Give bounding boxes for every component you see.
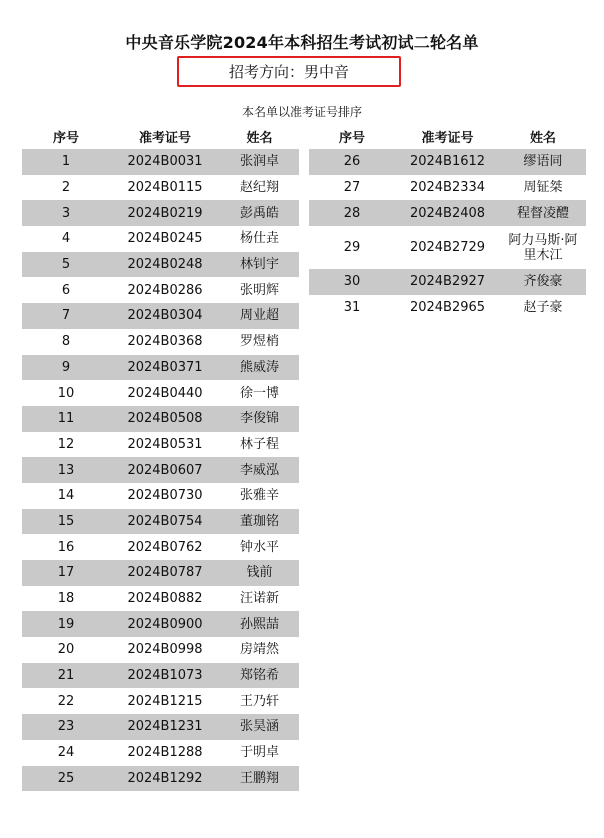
header-name: 姓名 — [500, 125, 586, 149]
row-number: 3 — [22, 200, 110, 226]
row-name: 周钲桀 — [523, 180, 563, 196]
row-exam-id: 2024B1612 — [395, 149, 500, 175]
row-number: 19 — [22, 611, 110, 637]
row-number: 28 — [309, 200, 395, 226]
row-name: 张雅辛 — [239, 488, 279, 504]
row-number: 1 — [22, 149, 110, 175]
table-row — [22, 175, 299, 201]
row-name: 李俊锦 — [220, 406, 299, 432]
table-row — [22, 637, 299, 663]
row-exam-id: 2024B0762 — [127, 539, 203, 555]
row-number: 24 — [57, 745, 75, 761]
row-number: 11 — [22, 406, 110, 432]
row-number: 6 — [61, 282, 71, 298]
row-exam-id: 2024B0245 — [127, 231, 203, 247]
table-body-right — [309, 149, 586, 321]
row-name: 周业超 — [220, 303, 299, 329]
table-row — [22, 457, 299, 483]
table-row — [22, 534, 299, 560]
row-number: 21 — [22, 663, 110, 689]
row-exam-id: 2024B2965 — [409, 300, 486, 316]
direction-label: 招考方向：男中音 — [228, 63, 349, 81]
table-row — [309, 226, 586, 269]
table-row — [22, 483, 299, 509]
row-number: 26 — [309, 149, 395, 175]
row-name: 赵子豪 — [523, 300, 563, 316]
table-row — [22, 226, 299, 252]
table-row — [22, 766, 299, 792]
row-exam-id: 2024B0508 — [110, 406, 220, 432]
row-name: 汪诺新 — [239, 591, 279, 607]
row-name: 林子程 — [239, 436, 279, 452]
table-row — [22, 355, 299, 381]
table-row — [22, 277, 299, 303]
row-number: 16 — [57, 539, 75, 555]
table-row — [22, 509, 299, 535]
row-name: 熊威涛 — [220, 355, 299, 381]
row-number: 12 — [57, 436, 75, 452]
row-name: 董珈铭 — [220, 509, 299, 535]
row-number: 18 — [57, 591, 75, 607]
row-exam-id: 2024B0304 — [110, 303, 220, 329]
row-name: 徐一博 — [239, 385, 279, 401]
row-number: 23 — [22, 714, 110, 740]
row-number: 25 — [22, 766, 110, 792]
row-number: 7 — [22, 303, 110, 329]
table-row — [309, 269, 586, 295]
row-number: 4 — [61, 231, 71, 247]
header-name: 姓名 — [220, 125, 299, 149]
header-exam-id: 准考证号 — [110, 125, 220, 149]
row-exam-id: 2024B0754 — [110, 509, 220, 535]
row-name: 孙熙喆 — [220, 611, 299, 637]
row-exam-id: 2024B0286 — [127, 282, 203, 298]
sort-note: 本名单以准考证号排序 — [241, 105, 362, 119]
row-exam-id: 2024B1292 — [110, 766, 220, 792]
row-exam-id: 2024B2729 — [409, 240, 486, 256]
row-number: 14 — [57, 488, 75, 504]
row-number: 15 — [22, 509, 110, 535]
row-name: 房靖然 — [239, 642, 279, 658]
row-exam-id: 2024B2927 — [395, 269, 500, 295]
row-name: 钟水平 — [239, 539, 279, 555]
row-number: 20 — [57, 642, 75, 658]
row-exam-id: 2024B1231 — [110, 714, 220, 740]
table-row — [22, 252, 299, 278]
row-exam-id: 2024B0531 — [127, 436, 203, 452]
row-exam-id: 2024B0031 — [110, 149, 220, 175]
row-exam-id: 2024B0730 — [127, 488, 203, 504]
row-number: 30 — [309, 269, 395, 295]
table-header-row — [22, 125, 299, 149]
list-table-right — [309, 125, 586, 320]
table-row — [22, 688, 299, 714]
row-exam-id: 2024B0440 — [127, 385, 203, 401]
page-title: 中央音乐学院2024年本科招生考试初试二轮名单 — [125, 33, 479, 52]
table-row — [22, 740, 299, 766]
row-name: 张昊涵 — [220, 714, 299, 740]
row-exam-id: 2024B0607 — [110, 457, 220, 483]
row-exam-id: 2024B0219 — [110, 200, 220, 226]
table-row — [22, 200, 299, 226]
row-name: 李威泓 — [220, 457, 299, 483]
row-exam-id: 2024B2334 — [409, 180, 486, 196]
row-name: 于明卓 — [239, 745, 279, 761]
row-name: 钱前 — [220, 560, 299, 586]
row-name: 郑铭希 — [220, 663, 299, 689]
row-exam-id: 2024B0882 — [127, 591, 203, 607]
header-exam-id: 准考证号 — [395, 125, 500, 149]
row-name: 林钊宇 — [220, 252, 299, 278]
table-row — [309, 149, 586, 175]
row-name: 阿力马斯·阿里木江 — [508, 232, 578, 263]
row-name: 王鹏翔 — [220, 766, 299, 792]
direction-badge — [177, 56, 401, 87]
table-header-row — [309, 125, 586, 149]
table-body-left — [22, 149, 299, 792]
row-name: 彭禹皓 — [220, 200, 299, 226]
list-table-left — [22, 125, 299, 791]
table-row — [22, 663, 299, 689]
row-number: 2 — [61, 180, 71, 196]
row-exam-id: 2024B0787 — [110, 560, 220, 586]
table-row — [22, 560, 299, 586]
header-number: 序号 — [22, 125, 110, 149]
table-row — [22, 303, 299, 329]
table-row — [22, 329, 299, 355]
table-row — [22, 406, 299, 432]
row-exam-id: 2024B1215 — [127, 693, 203, 709]
row-number: 10 — [57, 385, 75, 401]
row-exam-id: 2024B0371 — [110, 355, 220, 381]
table-row — [22, 611, 299, 637]
header-number: 序号 — [309, 125, 395, 149]
row-exam-id: 2024B1073 — [110, 663, 220, 689]
row-name: 齐俊豪 — [500, 269, 586, 295]
row-name: 张润卓 — [220, 149, 299, 175]
row-exam-id: 2024B0248 — [110, 252, 220, 278]
row-name: 杨仕垚 — [239, 231, 279, 247]
row-name: 程督凌醴 — [500, 200, 586, 226]
row-name: 缪语同 — [500, 149, 586, 175]
row-exam-id: 2024B0368 — [127, 334, 203, 350]
table-row — [309, 200, 586, 226]
row-exam-id: 2024B0998 — [127, 642, 203, 658]
row-number: 27 — [343, 180, 361, 196]
table-row — [309, 175, 586, 201]
row-name: 赵纪翔 — [239, 180, 279, 196]
table-row — [22, 714, 299, 740]
table-row — [22, 149, 299, 175]
row-exam-id: 2024B2408 — [395, 200, 500, 226]
row-exam-id: 2024B1288 — [127, 745, 203, 761]
row-number: 22 — [57, 693, 75, 709]
row-exam-id: 2024B0900 — [110, 611, 220, 637]
row-exam-id: 2024B0115 — [127, 180, 203, 196]
row-number: 8 — [61, 334, 71, 350]
row-number: 13 — [22, 457, 110, 483]
table-row — [22, 432, 299, 458]
table-row — [22, 586, 299, 612]
row-number: 9 — [22, 355, 110, 381]
row-number: 31 — [343, 300, 361, 316]
row-name: 罗煜梢 — [239, 334, 279, 350]
table-row — [309, 295, 586, 321]
row-name: 张明辉 — [239, 282, 279, 298]
row-number: 29 — [343, 240, 361, 256]
table-row — [22, 380, 299, 406]
row-number: 17 — [22, 560, 110, 586]
row-number: 5 — [22, 252, 110, 278]
row-name: 王乃轩 — [239, 693, 279, 709]
